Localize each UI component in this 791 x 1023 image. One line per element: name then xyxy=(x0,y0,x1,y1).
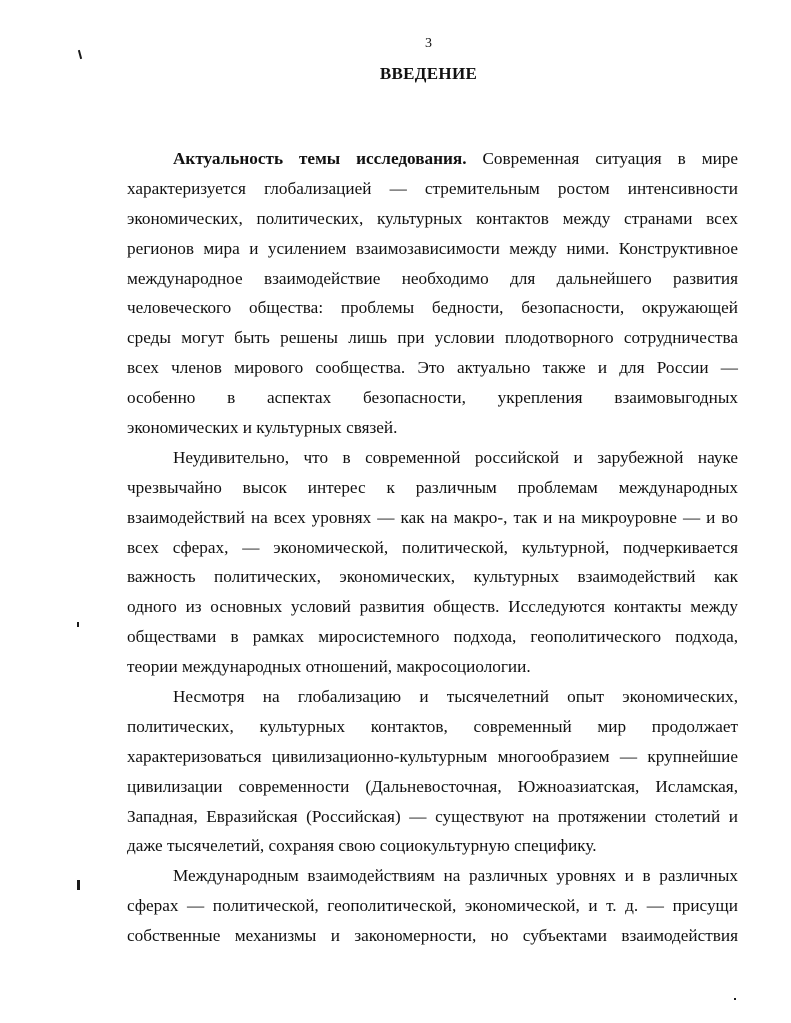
page-number: 3 xyxy=(425,36,432,51)
text-line: Неудивительно, что в современной российской и зарубежной науке xyxy=(173,447,738,467)
text-line: экономических, политических, культурных контактов между странами всех xyxy=(127,208,738,228)
paragraph-2 xyxy=(127,443,738,682)
text-line: Несмотря на глобализацию и тысячелетний опыт экономических, xyxy=(173,687,738,707)
text-line: всех членов мирового сообщества. Это актуально также и для России — xyxy=(127,358,738,378)
text-line: характеризуется глобализацией — стремительным ростом интенсивности xyxy=(127,178,738,198)
lead-bold-text: Актуальность темы исследования. xyxy=(173,149,467,168)
paragraph-1 xyxy=(127,144,738,443)
scan-mark xyxy=(734,998,736,1000)
section-heading: ВВЕДЕНИЕ xyxy=(379,64,478,83)
text-line: даже тысячелетий, сохраняя свою социокультурную специфику. xyxy=(127,836,597,856)
text-line: собственные механизмы и закономерности, но субъектами взаимодействия xyxy=(127,926,738,946)
text-line: характеризоваться цивилизационно-культурным многообразием — крупнейшие xyxy=(127,746,738,766)
text-line: международное взаимодействие необходимо для дальнейшего развития xyxy=(127,268,738,288)
text-line: экономических и культурных связей. xyxy=(127,418,398,438)
text-line: обществами в рамках миросистемного подхода, геополитического подхода, xyxy=(127,627,738,647)
text-line: всех сферах, — экономической, политической, культурной, подчеркивается xyxy=(127,537,738,557)
text-line: Международным взаимодействиям на различных уровнях и в различных xyxy=(173,866,738,886)
scan-mark xyxy=(77,880,80,890)
paragraph-4 xyxy=(127,861,738,951)
scan-mark xyxy=(77,622,79,627)
text-line: одного из основных условий развития обществ. Исследуются контакты между xyxy=(127,597,738,617)
text-line: сферах — политической, геополитической, экономической, и т. д. — присущи xyxy=(127,896,738,916)
text-line: чрезвычайно высок интерес к различным проблемам международных xyxy=(127,477,738,497)
text-line: взаимодействий на всех уровнях — как на макро-, так и на микроуровне — и во xyxy=(127,507,738,527)
text-line: цивилизации современности (Дальневосточная, Южноазиатская, Исламская, xyxy=(127,776,738,796)
text-line: регионов мира и усилением взаимозависимости между ними. Конструктивное xyxy=(127,238,738,258)
body-text xyxy=(127,144,738,951)
text-line: Западная, Евразийская (Российская) — существуют на протяжении столетий и xyxy=(127,806,738,826)
paragraph-3 xyxy=(127,682,738,861)
text-line: среды могут быть решены лишь при условии плодотворного сотрудничества xyxy=(127,328,738,348)
text-line xyxy=(127,144,738,174)
text-line: теории международных отношений, макросоциологии. xyxy=(127,657,531,677)
text-line: политических, культурных контактов, современный мир продолжает xyxy=(127,716,738,736)
text-line: важность политических, экономических, культурных взаимодействий как xyxy=(127,567,738,587)
line-text: Современная ситуация в мире xyxy=(466,149,738,168)
text-line: особенно в аспектах безопасности, укрепления взаимовыгодных xyxy=(127,388,738,408)
text-line: человеческого общества: проблемы бедности, безопасности, окружающей xyxy=(127,298,738,318)
